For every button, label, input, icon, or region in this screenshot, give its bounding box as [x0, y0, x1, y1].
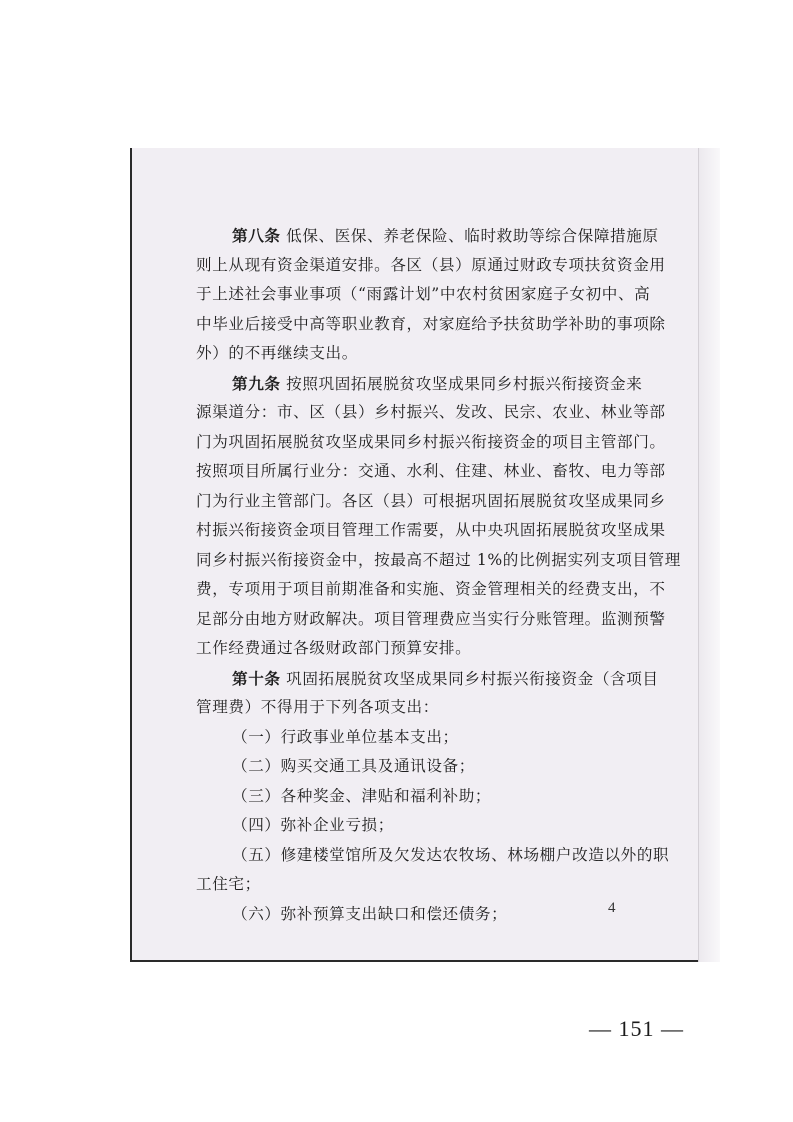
article-8-text: 低保、医保、养老保险、临时救助等综合保障措施原 [286, 227, 659, 245]
article-10-text: 巩固拓展脱贫攻坚成果同乡村振兴衔接资金（含项目 [286, 669, 659, 688]
list-item-2: （二）购买交通工具及通讯设备； [232, 757, 475, 775]
article-9-line-3: 门为巩固拓展脱贫攻坚成果同乡村振兴衔接资金的项目主管部门。 [196, 432, 666, 451]
article-9-line-8: 费，专项用于项目前期准备和实施、资金管理相关的经费支出，不 [196, 580, 666, 598]
article-8-line-2: 则上从现有资金渠道安排。各区（县）原通过财政专项扶贫资金用 [196, 255, 666, 274]
list-item-5-continued: 工住宅； [196, 875, 261, 893]
article-9-text: 按照巩固拓展脱贫攻坚成果同乡村振兴衔接资金来 [286, 374, 643, 393]
list-item-6: （六）弥补预算支出缺口和偿还债务； [232, 904, 508, 923]
article-9-line-10: 工作经费通过各级财政部门预算安排。 [196, 639, 472, 657]
scanned-sheet-edge [698, 148, 720, 962]
article-10-line-2: 管理费）不得用于下列各项支出： [196, 698, 439, 716]
article-9-line-2: 源渠道分：市、区（县）乡村振兴、发改、民宗、农业、林业等部 [196, 403, 666, 421]
article-8-line-3: 于上述社会事业事项（“雨露计划”中农村贫困家庭子女初中、高 [196, 285, 651, 303]
page-folio: — 151 — [589, 1016, 684, 1041]
article-9-line-1 [196, 369, 682, 399]
list-item-1: （一）行政事业单位基本支出； [232, 727, 459, 746]
article-9-line-5: 门为行业主管部门。各区（县）可根据巩固拓展脱贫攻坚成果同乡 [196, 491, 666, 510]
article-10-line-1 [196, 664, 682, 694]
article-8-line-1 [196, 221, 682, 251]
article-8-line-4: 中毕业后接受中高等职业教育，对家庭给予扶贫助学补助的事项除 [196, 314, 666, 333]
article-9-line-9: 足部分由地方财政解决。项目管理费应当实行分账管理。监测预警 [196, 609, 666, 628]
article-9-line-6: 村振兴衔接资金项目管理工作需要，从中央巩固拓展脱贫攻坚成果 [196, 521, 666, 539]
article-8-line-5: 外）的不再继续支出。 [196, 344, 358, 362]
sheet-page-number: 4 [608, 900, 616, 916]
document-body [196, 221, 682, 929]
article-10-heading: 第十条 [232, 668, 281, 688]
article-9-line-7: 同乡村振兴衔接资金中，按最高不超过 1%的比例据实列支项目管理 [196, 550, 681, 569]
list-item-5: （五）修建楼堂馆所及欠发达农牧场、林场棚户改造以外的职 [232, 845, 670, 864]
article-9-heading: 第九条 [232, 373, 281, 393]
article-8-heading: 第八条 [232, 226, 281, 245]
article-9-line-4: 按照项目所属行业分：交通、水利、住建、林业、畜牧、电力等部 [196, 462, 666, 480]
list-item-4: （四）弥补企业亏损； [232, 816, 394, 834]
list-item-3: （三）各种奖金、津贴和福利补助； [232, 786, 492, 805]
